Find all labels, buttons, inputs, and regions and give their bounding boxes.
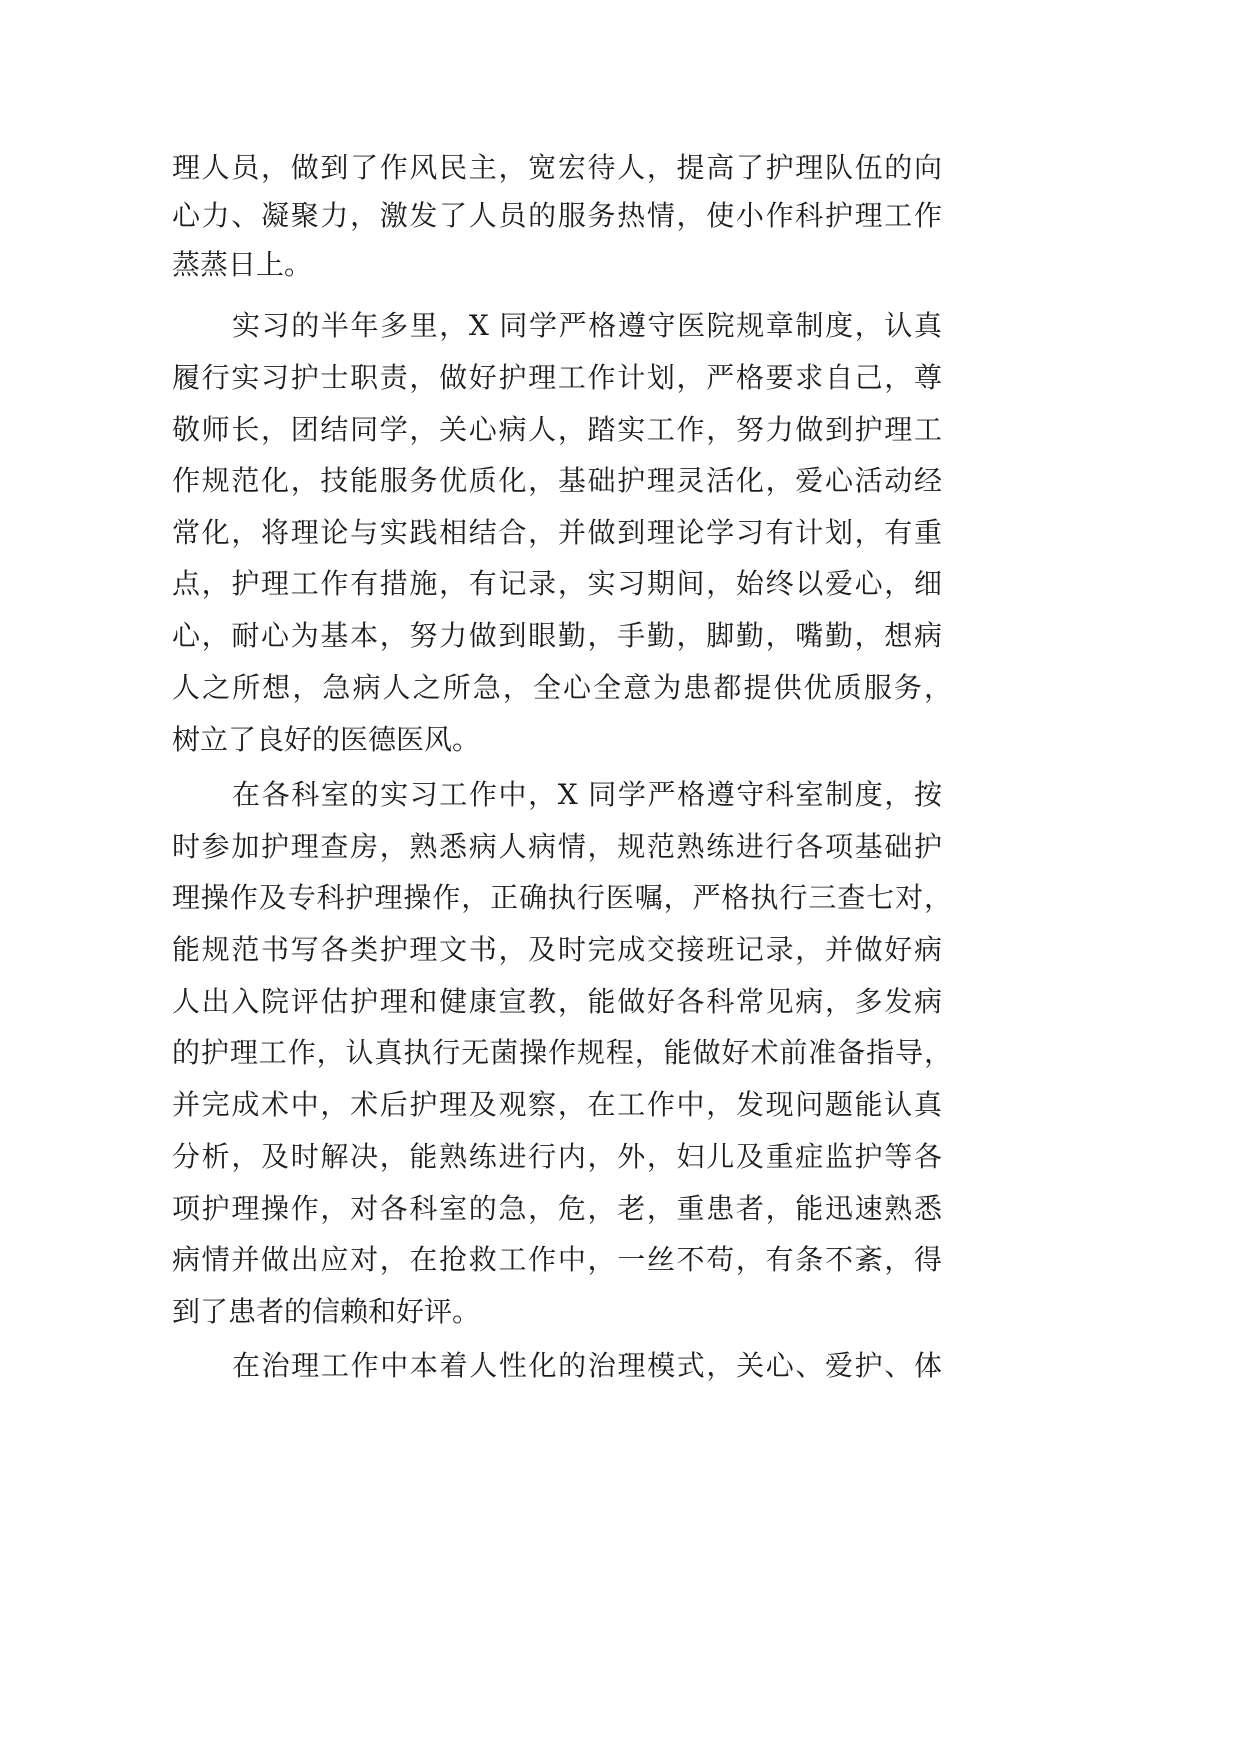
text-line: 敬师长，团结同学，关心病人，踏实工作，努力做到护理工 bbox=[172, 413, 942, 446]
text-line: 实习的半年多里，X 同学严格遵守医院规章制度，认真 bbox=[232, 309, 942, 342]
text-line: 作规范化，技能服务优质化，基础护理灵活化，爱心活动经 bbox=[172, 464, 942, 497]
text-line: 的护理工作，认真执行无菌操作规程，能做好术前准备指导， bbox=[172, 1036, 952, 1069]
text-line: 点，护理工作有措施，有记录，实习期间，始终以爱心，细 bbox=[172, 567, 942, 600]
text-line: 心力、凝聚力，激发了人员的服务热情，使小作科护理工作 bbox=[172, 199, 942, 232]
text-line: 在治理工作中本着人性化的治理模式，关心、爱护、体 bbox=[232, 1349, 942, 1382]
text-line: 时参加护理查房，熟悉病人病情，规范熟练进行各项基础护 bbox=[172, 830, 942, 863]
text-line: 病情并做出应对，在抢救工作中，一丝不苟，有条不紊，得 bbox=[172, 1243, 942, 1276]
text-line: 分析，及时解决，能熟练进行内，外，妇儿及重症监护等各 bbox=[172, 1140, 942, 1173]
text-line: 人出入院评估护理和健康宣教，能做好各科常见病，多发病 bbox=[172, 985, 942, 1018]
text-line: 能规范书写各类护理文书，及时完成交接班记录，并做好病 bbox=[172, 933, 942, 966]
text-line: 理人员，做到了作风民主，宽宏待人，提高了护理队伍的向 bbox=[172, 151, 942, 184]
text-line: 履行实习护士职责，做好护理工作计划，严格要求自己，尊 bbox=[172, 361, 942, 394]
text-line: 常化，将理论与实践相结合，并做到理论学习有计划，有重 bbox=[172, 516, 942, 549]
text-line: 并完成术中，术后护理及观察，在工作中，发现问题能认真 bbox=[172, 1088, 942, 1121]
text-line: 树立了良好的医德医风。 bbox=[172, 723, 481, 756]
text-line: 理操作及专科护理操作，正确执行医嘱，严格执行三查七对， bbox=[172, 881, 952, 914]
text-line: 蒸蒸日上。 bbox=[172, 248, 313, 281]
text-line: 人之所想，急病人之所急，全心全意为患都提供优质服务， bbox=[172, 671, 952, 704]
text-line: 项护理操作，对各科室的急，危，老，重患者，能迅速熟悉 bbox=[172, 1192, 942, 1225]
text-line: 到了患者的信赖和好评。 bbox=[172, 1295, 481, 1328]
text-line: 心，耐心为基本，努力做到眼勤，手勤，脚勤，嘴勤，想病 bbox=[172, 619, 942, 652]
text-line: 在各科室的实习工作中，X 同学严格遵守科室制度，按 bbox=[232, 778, 942, 811]
